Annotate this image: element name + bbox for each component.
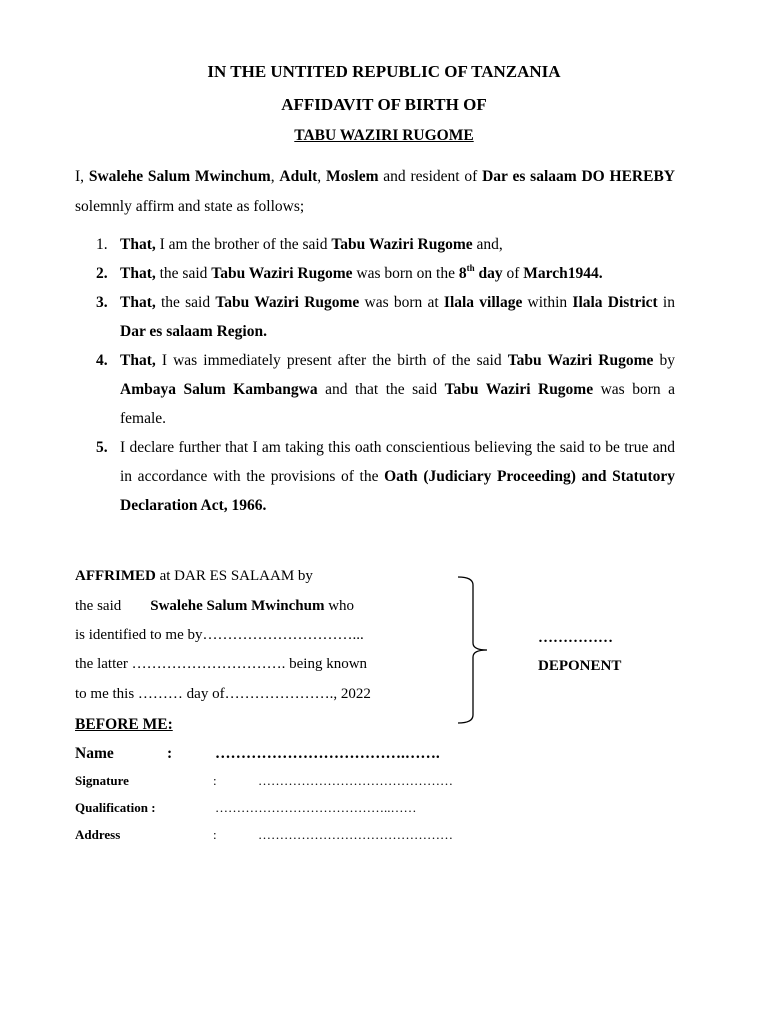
clause-number: 2.	[96, 265, 108, 282]
signature-line: ………………………………………	[258, 773, 453, 788]
name-line: ……………………………….…….	[215, 745, 440, 762]
birth-witness-name: Ambaya Salum Kambangwa	[120, 381, 318, 398]
clause-1	[75, 230, 675, 259]
clause-text: I was immediately present after the birth of the said	[155, 352, 508, 369]
clause-number: 1.	[96, 236, 108, 253]
clause-text: by	[653, 352, 676, 369]
clause-text: in	[657, 294, 675, 311]
document-heading-country: IN THE UNTITED REPUBLIC OF TANZANIA	[207, 62, 561, 81]
intro-text: ,	[270, 168, 280, 185]
affirmation-text: at	[155, 568, 175, 584]
document-heading-title: AFFIDAVIT OF BIRTH OF	[281, 95, 487, 114]
address-colon: :	[213, 827, 217, 842]
intro-text: I,	[75, 168, 89, 185]
address-line: ………………………………………	[258, 827, 453, 842]
clause-number: 3.	[96, 294, 108, 311]
intro-text: solemnly affirm and state as follows;	[75, 198, 305, 215]
deponent-residence: Dar es salaam	[482, 168, 577, 185]
qualification-line: …………………………………..……	[215, 800, 417, 815]
clause-text: the said	[155, 294, 216, 311]
birth-month-year: March1944.	[523, 265, 603, 282]
clause-text: of	[502, 265, 524, 282]
clause-4	[75, 346, 675, 433]
intro-paragraph	[75, 162, 675, 222]
birth-district: Ilala District	[572, 294, 658, 311]
clause-text: and that the said	[317, 381, 445, 398]
clause-text: I declare further that I am taking this oath conscientious believing the said to be true and in accordance with the provisions of the	[120, 439, 675, 485]
birth-day-word: day	[474, 265, 503, 282]
clause-2	[75, 259, 675, 288]
birth-day-suffix: th	[466, 263, 475, 273]
clause-3	[75, 288, 675, 346]
before-me-heading: BEFORE ME:	[75, 716, 173, 733]
subject-name: Tabu Waziri Rugome	[331, 236, 473, 253]
deponent-religion: Moslem	[325, 168, 379, 185]
clause-that: That,	[120, 236, 156, 253]
intro-text: and resident of	[378, 168, 483, 185]
subject-name: Tabu Waziri Rugome	[211, 265, 353, 282]
birth-village: Ilala village	[443, 294, 523, 311]
clause-that: That,	[120, 352, 156, 369]
clause-text: was born on the	[352, 265, 459, 282]
intro-text: ,	[317, 168, 326, 185]
affirmation-text: the said	[75, 598, 122, 614]
do-hereby: DO HEREBY	[581, 168, 675, 185]
clause-text: and,	[472, 236, 503, 253]
affirmation-line-1	[75, 568, 313, 585]
name-label: Name	[75, 745, 114, 762]
clause-number: 4.	[96, 352, 108, 369]
signature-label: Signature	[75, 773, 129, 788]
deponent-age-status: Adult	[279, 168, 318, 185]
affirmation-text: who	[324, 598, 355, 614]
signature-colon: :	[213, 773, 217, 788]
clause-that: That,	[120, 265, 156, 282]
deponent-label: DEPONENT	[538, 658, 622, 674]
clause-text: I am the brother of the said	[155, 236, 332, 253]
subject-name: Tabu Waziri Rugome	[507, 352, 654, 369]
deponent-name: Swalehe Salum Mwinchum	[88, 168, 271, 185]
clause-number: 5.	[96, 439, 108, 456]
birth-region: Dar es salaam Region.	[120, 323, 267, 340]
act-reference: Oath (Judiciary Proceeding) and Statutory Declaration Act, 1966.	[120, 468, 675, 514]
clause-that: That,	[120, 294, 156, 311]
clause-text: was born at	[359, 294, 444, 311]
affidavit-clauses	[75, 230, 675, 520]
affirmation-line-2	[75, 598, 354, 615]
subject-name: Tabu Waziri Rugome	[215, 294, 360, 311]
identified-by-line: is identified to me by…………………………...	[75, 627, 364, 643]
address-label: Address	[75, 827, 121, 842]
date-line: to me this ……… day of…………………., 2022	[75, 686, 371, 702]
clause-text: was born a female.	[120, 381, 675, 427]
clause-text: the said	[155, 265, 212, 282]
latter-known-line: the latter …………………………. being known	[75, 656, 368, 672]
name-colon: :	[167, 745, 173, 762]
deponent-signature-line: ……………	[538, 630, 613, 646]
document-heading-subject: TABU WAZIRI RUGOME	[294, 127, 474, 144]
affirmation-text: by	[294, 568, 313, 584]
birth-day: 8	[458, 265, 467, 282]
affrimed-label: AFFRIMED	[75, 568, 156, 584]
clause-5	[75, 433, 675, 520]
affirmation-deponent-name: Swalehe Salum Mwinchum	[150, 598, 325, 614]
affirmation-place: DAR ES SALAAM	[174, 568, 295, 584]
subject-name: Tabu Waziri Rugome	[444, 381, 594, 398]
right-brace-icon	[455, 575, 495, 725]
clause-text: within	[522, 294, 573, 311]
qualification-label: Qualification :	[75, 800, 156, 815]
